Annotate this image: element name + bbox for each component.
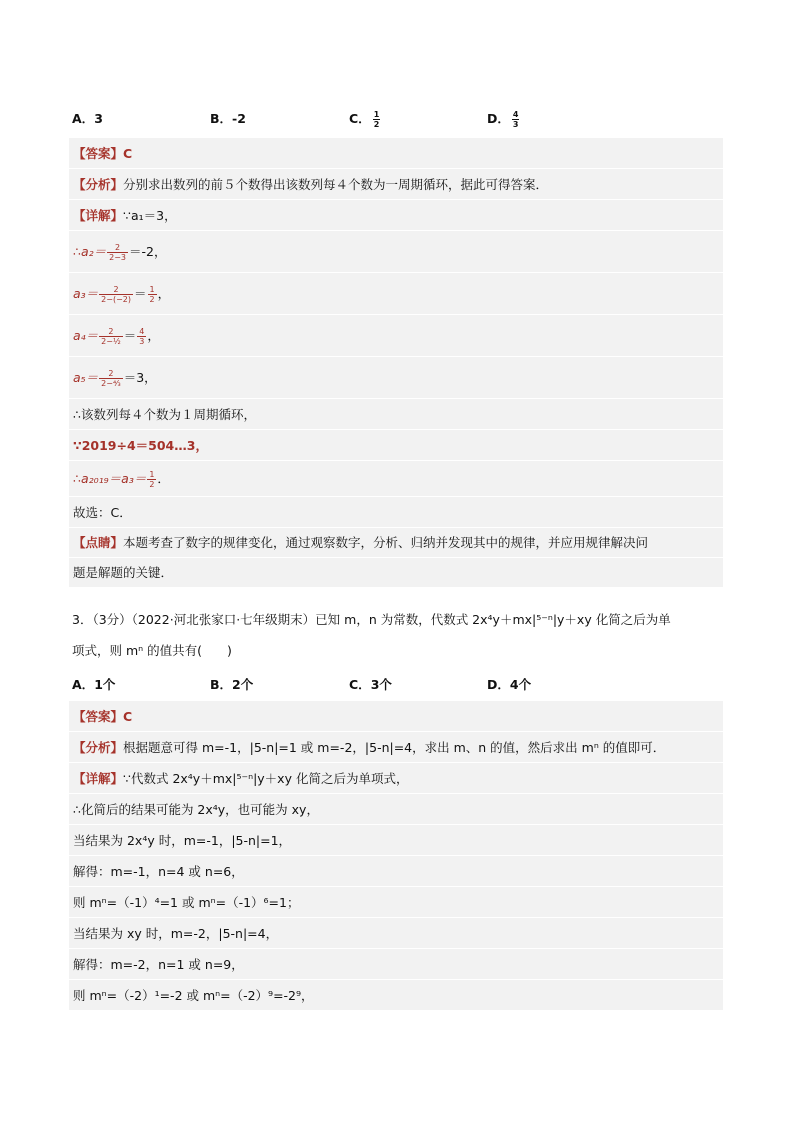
q3-detail-line-1: 【详解】∵代数式 2x⁴y＋mx|⁵⁻ⁿ|y＋xy 化简之后为单项式， [69, 762, 723, 793]
q2-answer-line: 【答案】C [69, 137, 723, 168]
q2-option-b: B．-2 [210, 111, 246, 126]
q3-option-d: D．4个 [487, 677, 532, 692]
q2-detail-line-6: ∴该数列每４个数为１周期循环， [69, 398, 723, 429]
q2-option-d: D． $\frac{4}{3}$ [487, 110, 519, 129]
q2-detail-line-1: 【详解】∵a₁＝3， [69, 199, 723, 230]
q3-detail-line-4: 解得：m=-1，n=4 或 n=6， [69, 855, 723, 886]
q3-stem-line-2: 项式，则 mⁿ 的值共有( ) [72, 643, 232, 658]
q3-option-a: A．1个 [72, 677, 116, 692]
q2-detail-line-4: a₄＝ $\frac{2}{\text{2−½}}$ ＝ $\frac{4}{3}$ ， [69, 314, 723, 356]
q2-detail-line-7: ∵2019÷4＝504…3， [69, 429, 723, 460]
q2-option-c: C． $\frac{1}{2}$ [349, 110, 380, 129]
q3-answer-line: 【答案】C [69, 700, 723, 731]
q3-detail-line-5: 则 mⁿ=（-1）⁴=1 或 mⁿ=（-1）⁶=1； [69, 886, 723, 917]
q3-solution [69, 700, 723, 1010]
q2-comment-line-1: 【点睛】本题考查了数字的规律变化，通过观察数字，分析、归纳并发现其中的规律，并应用规律解决问 [69, 527, 723, 557]
q2-detail-line-5: a₅＝ $\frac{2}{\text{2−⁴⁄₃}}$ ＝3， [69, 356, 723, 398]
q3-detail-line-7: 解得：m=-2，n=1 或 n=9， [69, 948, 723, 979]
q2-detail-line-3: a₃＝ $\frac{2}{2-(-2)}$ ＝ $\frac{1}{2}$ ， [69, 272, 723, 314]
q3-detail-line-2: ∴化简后的结果可能为 2x⁴y，也可能为 xy， [69, 793, 723, 824]
q2-solution [69, 137, 723, 587]
q2-analysis-line: 【分析】分别求出数列的前５个数得出该数列每４个数为一周期循环，据此可得答案． [69, 168, 723, 199]
q3-options [72, 675, 732, 695]
q2-detail-line-2: ∴a₂＝ $\frac{2}{2-3}$ ＝-2， [69, 230, 723, 272]
q3-detail-line-6: 当结果为 xy 时，m=-2，|5-n|=4， [69, 917, 723, 948]
q3-analysis-line: 【分析】根据题意可得 m=-1，|5-n|=1 或 m=-2，|5-n|=4，求出 m、n 的值，然后求出 mⁿ 的值即可． [69, 731, 723, 762]
q2-comment-line-2: 题是解题的关键． [69, 557, 723, 587]
q2-detail-line-8: ∴a₂₀₁₉＝a₃＝ $\frac{1}{2}$ ． [69, 460, 723, 496]
q2-option-a: A．3 [72, 111, 103, 126]
q3-option-b: B．2个 [210, 677, 254, 692]
q3-detail-line-8: 则 mⁿ=（-2）¹=-2 或 mⁿ=（-2）⁹=-2⁹， [69, 979, 723, 1010]
q3-detail-line-3: 当结果为 2x⁴y 时，m=-1，|5-n|=1， [69, 824, 723, 855]
q3-option-c: C．3个 [349, 677, 392, 692]
q3-stem-line-1: 3．（3分）（2022·河北张家口·七年级期末）已知 m，n 为常数，代数式 2x⁴y＋mx|⁵⁻ⁿ|y＋xy 化简之后为单 [72, 612, 671, 627]
q3-stem [72, 604, 732, 666]
fraction: $\frac{1}{2}$ [373, 110, 380, 129]
q2-options [72, 109, 732, 129]
fraction: $\frac{4}{3}$ [512, 110, 519, 129]
q2-detail-line-9: 故选：C． [69, 496, 723, 527]
